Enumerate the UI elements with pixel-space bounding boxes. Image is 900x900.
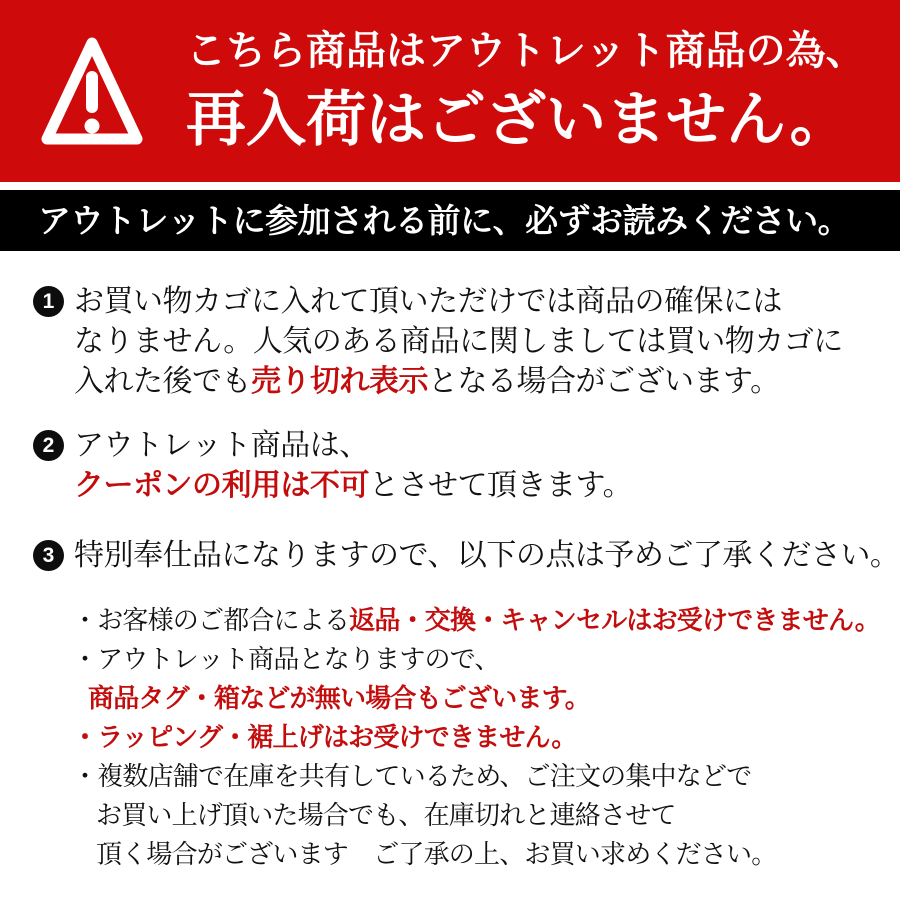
notice-item-3	[33, 536, 900, 576]
bullet-returns	[72, 601, 900, 640]
bullet-no-tags-line-1: ・アウトレット商品となりますので、	[72, 644, 500, 674]
item-1-line-3-post: となる場合がございます。	[428, 365, 780, 398]
banner-text-block	[186, 24, 866, 160]
item-2-line-1: アウトレット商品は、	[74, 429, 369, 462]
banner-line-1: こちら商品はアウトレット商品の為、	[186, 29, 866, 73]
item-2-line-2	[74, 466, 632, 506]
item-number-badge: 2	[33, 430, 64, 461]
bullet-no-tags-line-2: 商品タグ・箱などが無い場合もございます。	[88, 683, 590, 713]
item-2-coupon-highlight: クーポンの利用は不可	[74, 469, 369, 502]
item-1-text	[74, 282, 843, 402]
item-3-bullet-list	[72, 601, 900, 874]
notice-body	[0, 251, 900, 874]
bullet-shared-stock-line-1: ・複数店舗で在庫を共有しているため、ご注文の集中などで	[72, 761, 752, 791]
item-1-line-3-pre: 入れた後でも	[74, 365, 251, 398]
item-1-line-3	[74, 362, 843, 402]
banner-line-2: 再入荷はございません。	[186, 86, 850, 153]
item-1-line-1: お買い物カゴに入れて頂いただけでは商品の確保には	[74, 285, 782, 318]
item-3-text	[74, 536, 899, 576]
item-number-badge: 3	[33, 540, 64, 571]
warning-triangle-icon	[40, 34, 144, 155]
read-before-notice-bar: アウトレットに参加される前に、必ずお読みください。	[0, 190, 900, 251]
item-1-soldout-highlight: 売り切れ表示	[251, 365, 428, 398]
item-1-line-2: なりません。人気のある商品に関しましては買い物カゴに	[74, 325, 843, 358]
item-2-text	[74, 426, 632, 506]
bullet-shared-stock-line-3: 頂く場合がございます ご了承の上、お買い求めください。	[96, 839, 777, 869]
bullet-returns-highlight: 返品・交換・キャンセルはお受けできません。	[349, 605, 880, 635]
item-3-line-1: 特別奉仕品になりますので、以下の点は予めご了承ください。	[74, 539, 900, 572]
warning-banner	[0, 0, 900, 182]
bullet-shared-stock-line-2: お買い上げ頂いた場合でも、在庫切れと連絡させて	[96, 800, 676, 830]
divider-gap	[0, 182, 900, 190]
item-number-badge: 1	[33, 286, 64, 317]
bullet-no-wrapping: ・ラッピング・裾上げはお受けできません。	[72, 722, 577, 752]
notice-item-2	[33, 426, 900, 506]
item-2-line-2-post: とさせて頂きます。	[369, 469, 633, 502]
bullet-returns-pre: ・お客様のご都合による	[72, 605, 350, 635]
notice-item-1	[33, 282, 900, 402]
